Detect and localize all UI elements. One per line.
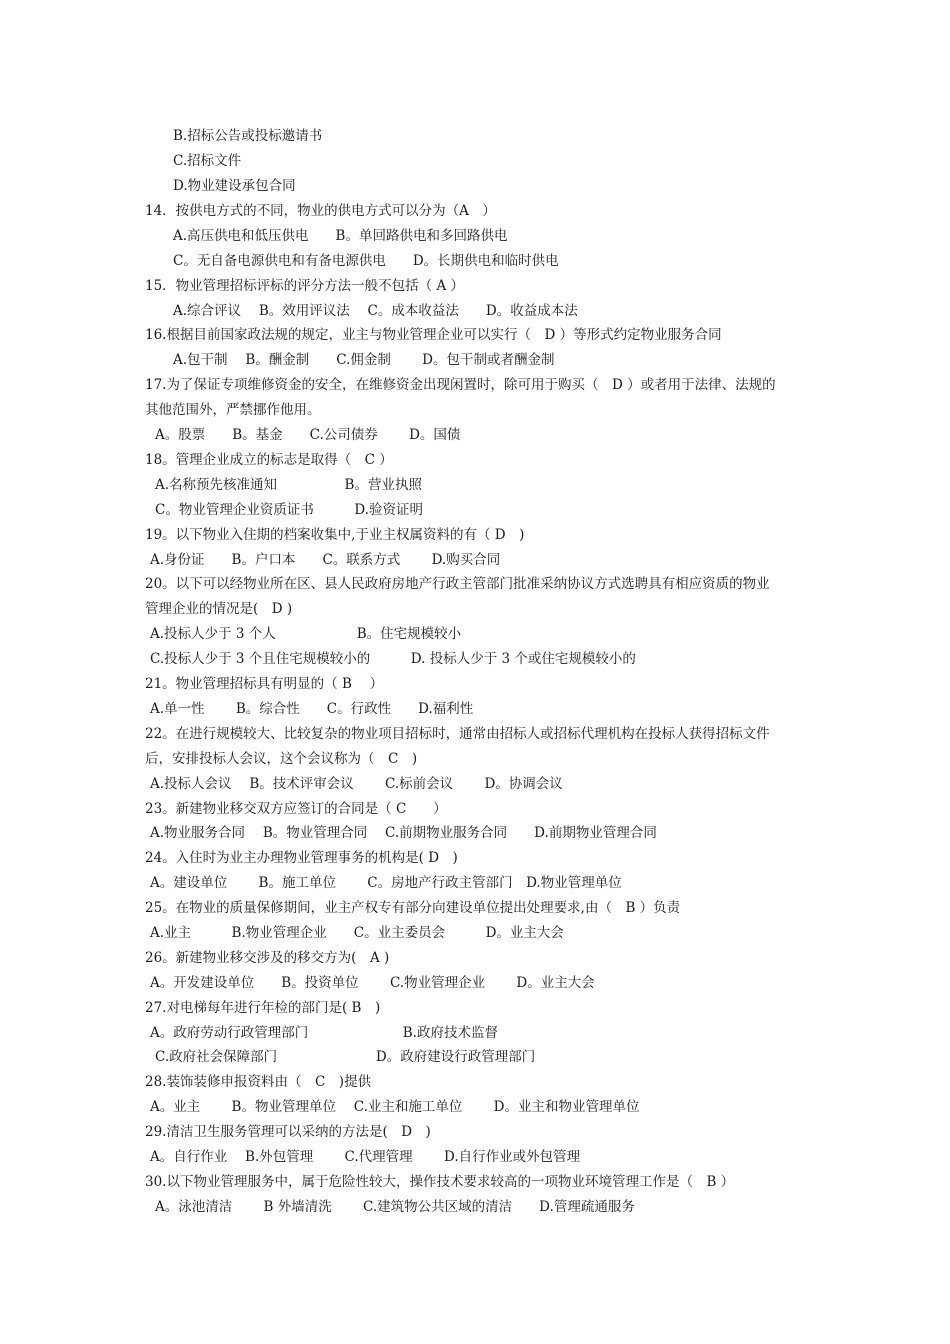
q25-options: A.业主 B.物业管理企业 C。业主委员会 D。业主大会: [150, 925, 564, 941]
q18-options-cd: C。物业管理企业资质证书 D.验资证明: [155, 502, 423, 518]
q22-options: A.投标人会议 B。技术评审会议 C.标前会议 D。协调会议: [150, 776, 563, 792]
q14-options-ab: A.高压供电和低压供电 B。单回路供电和多回路供电: [173, 228, 508, 244]
q26-question: 26。新建物业移交涉及的移交方为( A ): [145, 950, 390, 966]
q20-question: 20。以下可以经物业所在区、县人民政府房地产行政主管部门批准采纳协议方式选聘具有相应资质的物业: [145, 576, 770, 592]
q14-options-cd: C。无自备电源供电和有备电源供电 D。长期供电和临时供电: [173, 253, 559, 269]
q19-question: 19。以下物业入住期的档案收集中,于业主权属资料的有（ D ): [145, 527, 525, 543]
q30-options: A。泳池清洁 B 外墙清洗 C.建筑物公共区域的清洁 D.管理疏通服务: [155, 1199, 635, 1215]
q15-question: 15．物业管理招标评标的评分方法一般不包括（ A ）: [145, 278, 465, 294]
q19-options: A.身份证 B。户口本 C。联系方式 D.购买合同: [150, 552, 501, 568]
q29-question: 29.清洁卫生服务管理可以采纳的方法是( D ): [145, 1124, 431, 1140]
q28-options: A。业主 B。物业管理单位 C.业主和施工单位 D。业主和物业管理单位: [150, 1099, 640, 1115]
q27-options-ab: A。政府劳动行政管理部门 B.政府技术监督: [150, 1025, 498, 1041]
q21-options: A.单一性 B。综合性 C。行政性 D.福利性: [150, 701, 474, 717]
q21-question: 21。物业管理招标具有明显的（ B ）: [145, 676, 384, 692]
q29-options: A。自行作业 B.外包管理 C.代理管理 D.自行作业或外包管理: [150, 1149, 581, 1165]
q20-options-cd: C.投标人少于 3 个且住宅规模较小的 D. 投标人少于 3 个或住宅规模较小的: [150, 651, 636, 667]
q30-question: 30.以下物业管理服务中，属于危险性较大，操作技术要求较高的一项物业环境管理工作是（ B ）: [145, 1174, 735, 1190]
q17-options: A。股票 B。基金 C.公司债券 D。国债: [155, 427, 461, 443]
q20-options-ab: A.投标人少于 3 个人 B。住宅规模较小: [150, 626, 462, 642]
q15-options: A.综合评议 B。效用评议法 C。成本收益法 D。收益成本法: [173, 303, 578, 319]
q22-question: 22。在进行规模较大、比较复杂的物业项目招标时，通常由招标人或招标代理机构在投标人获得招标文件: [145, 726, 770, 742]
q22-question-cont: 后，安排投标人会议，这个会议称为（ C ): [145, 751, 418, 767]
q18-options-ab: A.名称预先核准通知 B。营业执照: [155, 477, 422, 493]
q23-options: A.物业服务合同 B。物业管理合同 C.前期物业服务合同 D.前期物业管理合同: [150, 825, 657, 841]
q13-option-b: B.招标公告或投标邀请书: [173, 128, 323, 144]
q23-question: 23。新建物业移交双方应签订的合同是（ C ）: [145, 801, 447, 817]
q17-question-cont: 其他范围外，严禁挪作他用。: [145, 402, 321, 418]
q14-question: 14．按供电方式的不同，物业的供电方式可以分为（A ）: [145, 203, 496, 219]
q24-options: A。建设单位 B。施工单位 C。房地产行政主管部门 D.物业管理单位: [150, 875, 622, 891]
q25-question: 25。在物业的质量保修期间，业主产权专有部分向建设单位提出处理要求,由（ B ）负责: [145, 900, 681, 916]
q16-options: A.包干制 B。酬金制 C.佣金制 D。包干制或者酬金制: [173, 352, 555, 368]
q28-question: 28.装饰装修申报资料由（ C )提供: [145, 1074, 372, 1090]
q20-question-cont: 管理企业的情况是( D ): [145, 601, 293, 617]
q13-option-c: C.招标文件: [173, 153, 242, 169]
q18-question: 18。管理企业成立的标志是取得（ C ）: [145, 452, 393, 468]
q16-question: 16.根据目前国家政法规的规定，业主与物业管理企业可以实行（ D ）等形式约定物业服务合同: [145, 327, 722, 343]
q26-options: A。开发建设单位 B。投资单位 C.物业管理企业 D。业主大会: [150, 975, 595, 991]
q24-question: 24。入住时为业主办理物业管理事务的机构是( D ): [145, 850, 458, 866]
q17-question: 17.为了保证专项维修资金的安全，在维修资金出现闲置时，除可用于购买（ D ）或者用于法律、法规的: [145, 377, 776, 393]
q27-question: 27.对电梯每年进行年检的部门是( B ): [145, 1000, 381, 1016]
q27-options-cd: C.政府社会保障部门 D。政府建设行政管理部门: [155, 1049, 536, 1065]
q13-option-d: D.物业建设承包合同: [173, 178, 296, 194]
